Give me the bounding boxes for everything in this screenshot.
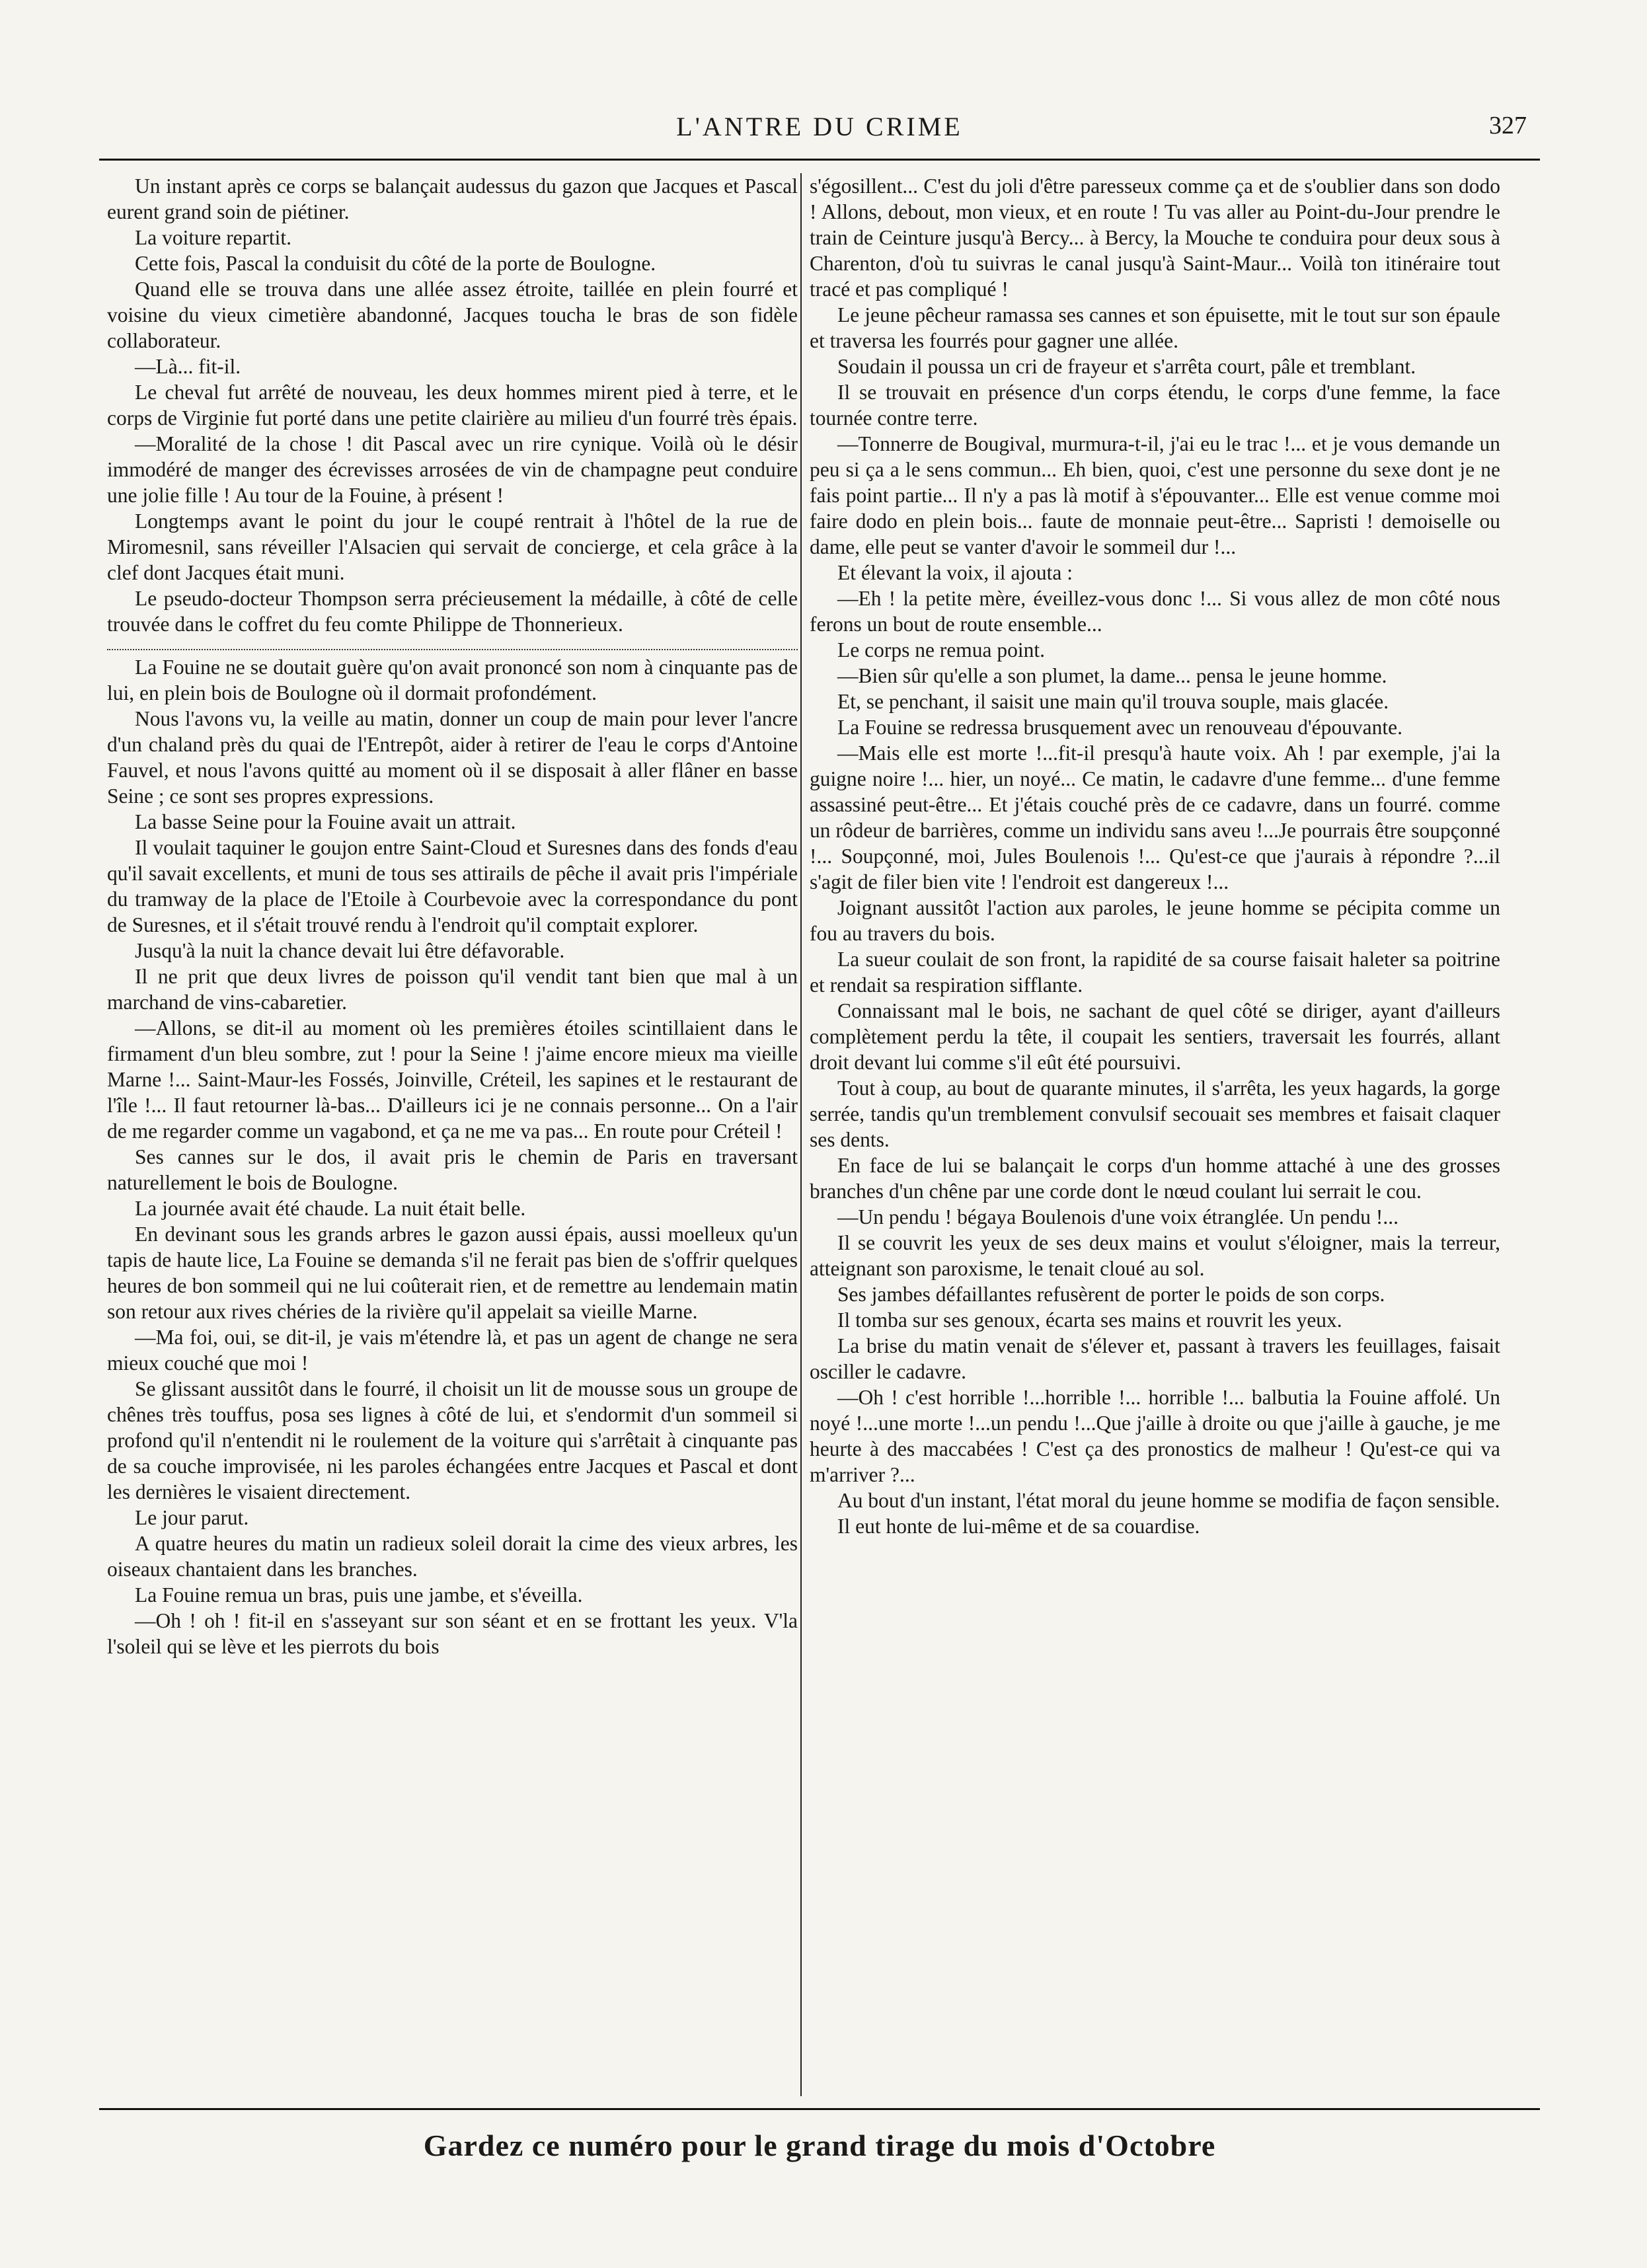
- paragraph: A quatre heures du matin un radieux soleil dorait la cime des vieux arbres, les oiseaux chantaient dans les branches.: [107, 1532, 798, 1581]
- paragraph: Soudain il poussa un cri de frayeur et s'arrêta court, pâle et tremblant.: [837, 355, 1416, 378]
- paragraph: —Oh ! c'est horrible !...horrible !... horrible !... balbutia la Fouine affolé. Un noyé !...une morte !...un pendu !...Que j'aille à droite ou que j'aille à gauche, je me heurte à des maccabées ! C'est ça des pronostics de malheur ! Qu'est-ce qui va m'arriver ?...: [810, 1386, 1500, 1486]
- paragraph: Il se trouvait en présence d'un corps étendu, le corps d'une femme, la face tournée contre terre.: [810, 381, 1500, 430]
- paragraph: Et élevant la voix, il ajouta :: [837, 561, 1073, 584]
- paragraph: Se glissant aussitôt dans le fourré, il choisit un lit de mousse sous un groupe de chênes très touffus, posa ses lignes à côté de lui, et s'endormit d'un sommeil si profond qu'il n'entendit ni le roulement de la voiture qui s'arrêtait à cinquante pas de sa couche improvisée, ni les paroles échangées entre Jacques et Pascal et dont les dernières le visaient directement.: [107, 1377, 798, 1503]
- paragraph: La Fouine remua un bras, puis une jambe, et s'éveilla.: [135, 1583, 583, 1606]
- paragraph: Ses jambes défaillantes refusèrent de porter le poids de son corps.: [837, 1283, 1385, 1306]
- paragraph: Un instant après ce corps se balançait audessus du gazon que Jacques et Pascal eurent grand soin de piétiner.: [107, 174, 798, 223]
- paragraph: La voiture repartit.: [135, 226, 292, 249]
- page-header: [99, 106, 1540, 159]
- paragraph: La Fouine ne se doutait guère qu'on avait prononcé son nom à cinquante pas de lui, en plein bois de Boulogne où il dormait profondément.: [107, 656, 798, 704]
- right-column: [810, 173, 1500, 2096]
- paragraph: Tout à coup, au bout de quarante minutes, il s'arrêta, les yeux hagards, la gorge serrée, tandis qu'un tremblement convulsif secouait ses membres et faisait claquer ses dents.: [810, 1077, 1500, 1151]
- section-separator: [107, 649, 798, 650]
- paragraph: Connaissant mal le bois, ne sachant de quel côté se diriger, ayant d'ailleurs complètement perdu la tête, il coupait les sentiers, traversait les fourrés, allant droit devant lui comme s'il eût été poursuivi.: [810, 999, 1500, 1074]
- paragraph: Longtemps avant le point du jour le coupé rentrait à l'hôtel de la rue de Miromesnil, sans réveiller l'Alsacien qui servait de concierge, et cela grâce à la clef dont Jacques était muni.: [107, 510, 798, 584]
- paragraph: Le corps ne remua point.: [837, 638, 1046, 662]
- paragraph: —Allons, se dit-il au moment où les premières étoiles scintillaient dans le firmament d'un bleu sombre, zut ! pour la Seine ! j'aime encore mieux ma vieille Marne !... Saint-Maur-les Fossés, Joinville, Créteil, les sapines et le restaurant de l'île !... Il faut retourner là-bas... D'ailleurs ici je ne connais personne... On a l'air de me regarder comme un vagabond, et ça ne me va pas... En route pour Créteil !: [107, 1016, 798, 1143]
- paragraph: —Moralité de la chose ! dit Pascal avec un rire cynique. Voilà où le désir immodéré de manger des écrevisses arrosées de vin de champagne peut conduire une jolie fille ! Au tour de la Fouine, à présent !: [107, 432, 798, 507]
- paragraph: —Oh ! oh ! fit-il en s'asseyant sur son séant et en se frottant les yeux. V'la l'soleil qui se lève et les pierrots du bois: [107, 1609, 798, 1658]
- paragraph: —Un pendu ! bégaya Boulenois d'une voix étranglée. Un pendu !...: [837, 1205, 1398, 1228]
- paragraph: —Mais elle est morte !...fit-il presqu'à haute voix. Ah ! par exemple, j'ai la guigne noire !... hier, un noyé... Ce matin, le cadavre d'une femme... d'une femme assassiné peut-être... Et j'étais couché près de ce cadavre, dans un fourré. comme un rôdeur de barrières, comme un individu sans aveu !...Je pourrais être soupçonné !... Soupçonné, moi, Jules Boulenois !... Qu'est-ce que j'aurais à répondre ?...il s'agit de filer bien vite ! l'endroit est dangereux !...: [810, 741, 1500, 893]
- paragraph: Il ne prit que deux livres de poisson qu'il vendit tant bien que mal à un marchand de vins-cabaretier.: [107, 965, 798, 1014]
- paragraph: La journée avait été chaude. La nuit était belle.: [135, 1197, 526, 1220]
- left-column: [107, 173, 798, 2096]
- paragraph: La Fouine se redressa brusquement avec un renouveau d'épouvante.: [837, 716, 1402, 739]
- paragraph: La brise du matin venait de s'élever et, passant à travers les feuillages, faisait osciller le cadavre.: [810, 1334, 1500, 1383]
- footer-rule: [99, 2108, 1540, 2110]
- footer-note: Gardez ce numéro pour le grand tirage du mois d'Octobre: [423, 2129, 1216, 2162]
- paragraph: Ses cannes sur le dos, il avait pris le chemin de Paris en traversant naturellement le bois de Boulogne.: [107, 1145, 798, 1194]
- paragraph: —Là... fit-il.: [135, 355, 241, 378]
- paragraph: —Ma foi, oui, se dit-il, je vais m'étendre là, et pas un agent de change ne sera mieux couché que moi !: [107, 1326, 798, 1375]
- paragraph: —Bien sûr qu'elle a son plumet, la dame... pensa le jeune homme.: [837, 664, 1387, 687]
- paragraph: s'égosillent... C'est du joli d'être paresseux comme ça et de s'oublier dans son dodo ! Allons, debout, mon vieux, et en route ! Tu vas aller au Point-du-Jour prendre le train de Ceinture jusqu'à Bercy... à Bercy, la Mouche te conduira pour deux sous à Charenton, d'où tu suivras le canal jusqu'à Saint-Maur... Voilà ton itinéraire tout tracé et pas compliqué !: [810, 174, 1500, 301]
- paragraph: Le cheval fut arrêté de nouveau, les deux hommes mirent pied à terre, et le corps de Virginie fut porté dans une petite clairière au milieu d'un fourré très épais.: [107, 381, 798, 430]
- paragraph: Et, se penchant, il saisit une main qu'il trouva souple, mais glacée.: [837, 690, 1389, 713]
- paragraph: Nous l'avons vu, la veille au matin, donner un coup de main pour lever l'ancre d'un chaland près du quai de l'Entrepôt, aider à retirer de l'eau le corps d'Antoine Fauvel, et nous l'avons quitté au moment où il se disposait à aller flâner en basse Seine ; ce sont ses propres expressions.: [107, 707, 798, 808]
- paragraph: Il se couvrit les yeux de ses deux mains et voulut s'éloigner, mais la terreur, atteignant son paroxisme, le tenait cloué au sol.: [810, 1231, 1500, 1280]
- paragraph: —Tonnerre de Bougival, murmura-t-il, j'ai eu le trac !... et je vous demande un peu si ça a le sens commun... Eh bien, quoi, c'est une personne du sexe dont je ne fais point partie... Il n'y a pas là motif à s'épouvanter... Elle est venue comme moi faire dodo en plein bois... faute de monnaie peut-être... Sapristi ! demoiselle ou dame, elle peut se vanter d'avoir le sommeil dur !...: [810, 432, 1500, 558]
- header-rule: [99, 159, 1540, 161]
- paragraph: Il voulait taquiner le goujon entre Saint-Cloud et Suresnes dans des fonds d'eau qu'il savait excellents, et muni de tous ses attirails de pêche il avait pris l'impériale du tramway de la place de l'Etoile à Courbevoie avec la correspondance du pont de Suresnes, et il s'était trouvé rendu à l'endroit qu'il comptait explorer.: [107, 836, 798, 936]
- paragraph: La basse Seine pour la Fouine avait un attrait.: [135, 810, 516, 833]
- paragraph: Il eut honte de lui-même et de sa couardise.: [837, 1515, 1200, 1538]
- paragraph: En devinant sous les grands arbres le gazon aussi épais, aussi moelleux qu'un tapis de haute lice, La Fouine se demanda s'il ne ferait pas bien de s'offrir quelques heures de bon sommeil qui ne lui coûterait rien, et de remettre au lendemain matin son retour aux rives chéries de la rivière qu'il appelait sa vieille Marne.: [107, 1223, 798, 1323]
- paragraph: Au bout d'un instant, l'état moral du jeune homme se modifia de façon sensible.: [837, 1489, 1500, 1512]
- paragraph: En face de lui se balançait le corps d'un homme attaché à une des grosses branches d'un chêne par une corde dont le nœud coulant lui serrait le cou.: [810, 1154, 1500, 1203]
- paragraph: Jusqu'à la nuit la chance devait lui être défavorable.: [135, 939, 565, 962]
- column-divider: [800, 173, 802, 2096]
- paragraph: Le jour parut.: [135, 1506, 249, 1529]
- page-number: 327: [1489, 112, 1527, 139]
- paragraph: Le pseudo-docteur Thompson serra précieusement la médaille, à côté de celle trouvée dans le coffret du feu comte Philippe de Thonnerieux.: [107, 587, 798, 636]
- paragraph: Cette fois, Pascal la conduisit du côté de la porte de Boulogne.: [135, 252, 656, 275]
- paragraph: Joignant aussitôt l'action aux paroles, le jeune homme se pécipita comme un fou au travers du bois.: [810, 896, 1500, 945]
- paragraph: Il tomba sur ses genoux, écarta ses mains et rouvrit les yeux.: [837, 1308, 1342, 1332]
- paragraph: Quand elle se trouva dans une allée assez étroite, taillée en plein fourré et voisine du vieux cimetière abandonné, Jacques toucha le bras de son fidèle collaborateur.: [107, 278, 798, 352]
- running-title: L'ANTRE DU CRIME: [676, 112, 963, 141]
- paragraph: La sueur coulait de son front, la rapidité de sa course faisait haleter sa poitrine et rendait sa respiration sifflante.: [810, 948, 1500, 997]
- paragraph: —Eh ! la petite mère, éveillez-vous donc !... Si vous allez de mon côté nous ferons un bout de route ensemble...: [810, 587, 1500, 636]
- paragraph: Le jeune pêcheur ramassa ses cannes et son épuisette, mit le tout sur son épaule et traversa les fourrés pour gagner une allée.: [810, 303, 1500, 352]
